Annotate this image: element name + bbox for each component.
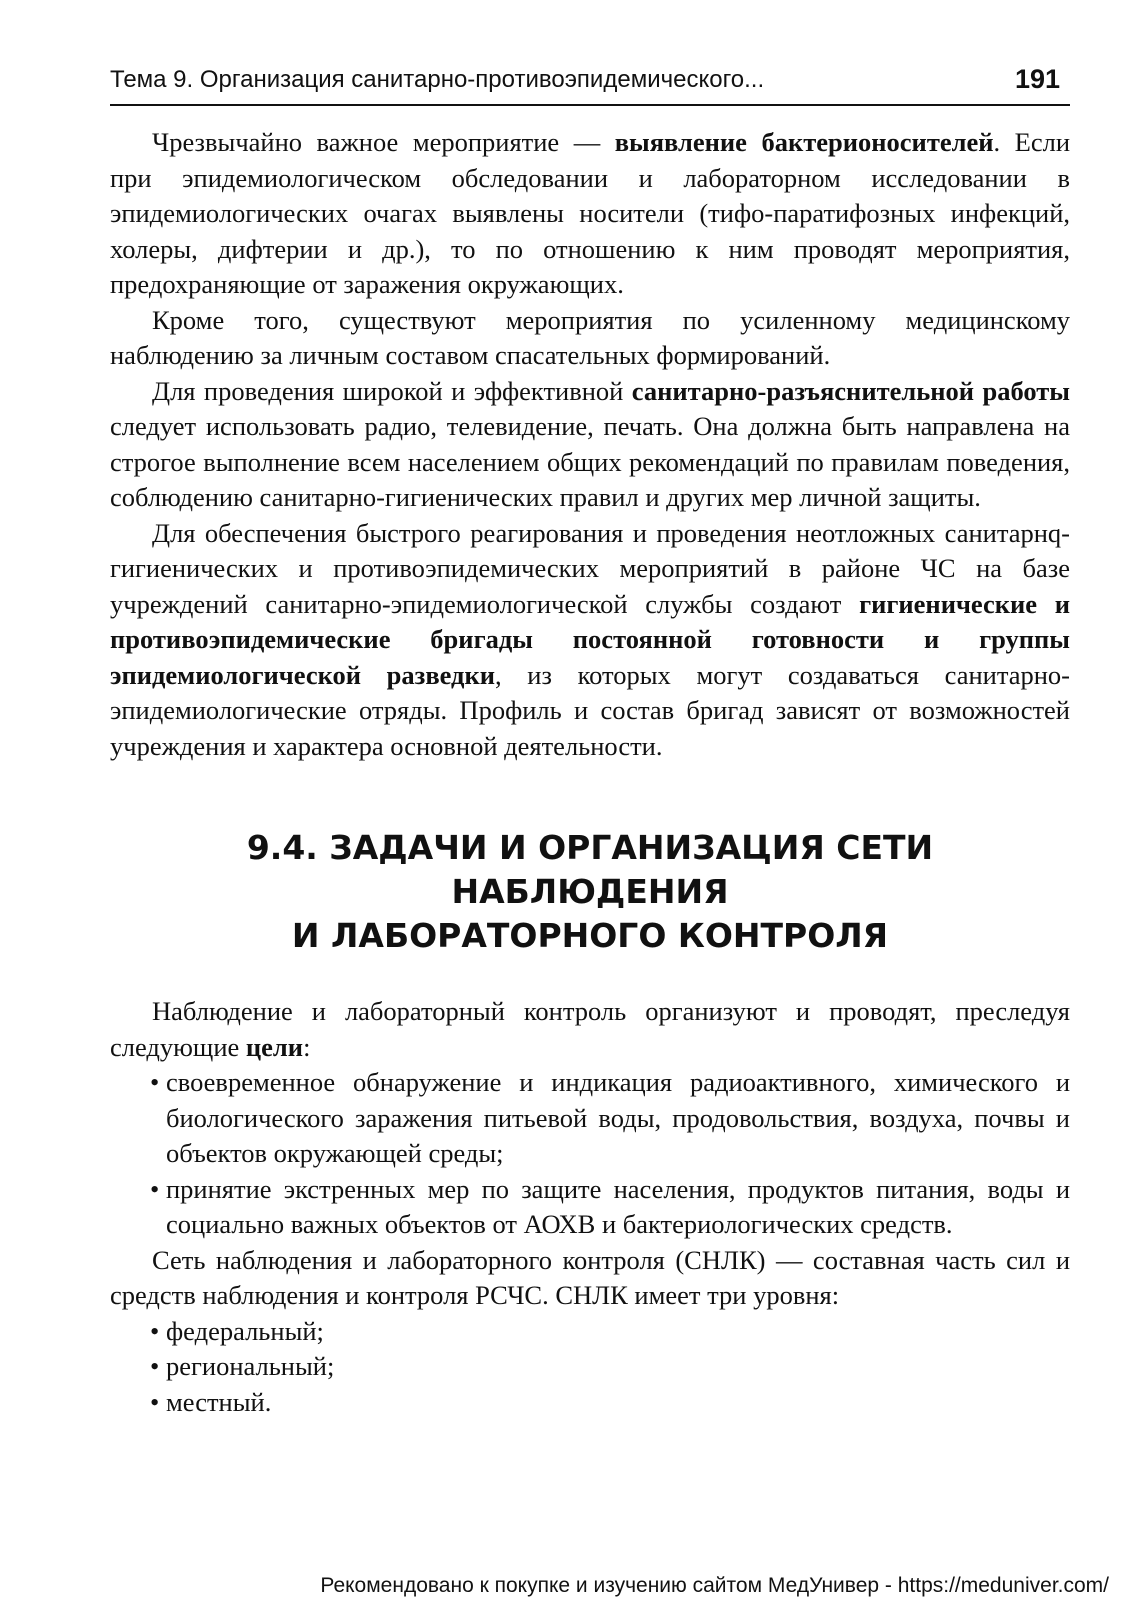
text-run: Для проведения широкой и эффективной: [152, 375, 632, 406]
list-item: • местный.: [110, 1385, 1070, 1421]
list-item: • федеральный;: [110, 1314, 1070, 1350]
list-item: • своевременное обнаружение и индикация радиоактивного, химического и биологического заражения питьевой воды, продовольствия, воздуха, почвы и объектов окружающей среды;: [110, 1065, 1070, 1172]
chapter-title: Тема 9. Организация санитарно-противоэпидемического...: [110, 66, 765, 93]
footer-watermark: Рекомендовано к покупке и изучению сайтом МедУнивер - https://meduniver.com/: [320, 1574, 1109, 1597]
page-body: [110, 125, 1070, 1420]
list-item: • региональный;: [110, 1349, 1070, 1385]
bold-term: санитарно-разъяснительной работы: [631, 375, 1070, 406]
text-run: , из которых могут создаваться санитарно-эпидемиологические отряды. Профиль и состав бригад зависят от возможностей учреждения и характера основной деятельности.: [110, 659, 1070, 761]
list-item: • принятие экстренных мер по защите населения, продуктов питания, воды и социально важных объектов от АОХВ и бактериологических средств.: [110, 1172, 1070, 1243]
bold-term: цели: [245, 1031, 304, 1062]
text-run: следует использовать радио, телевидение, печать. Она должна быть направлена на строгое выполнение всем населением общих рекомендаций по правилам поведения, соблюдению санитарно-гигиенических правил и других мер личной защиты.: [110, 411, 1070, 512]
text-run: :: [303, 1031, 311, 1062]
paragraph-bacteria-carriers: [110, 125, 1070, 303]
section-heading-line: 9.4. ЗАДАЧИ И ОРГАНИЗАЦИЯ СЕТИ НАБЛЮДЕНИЯ: [246, 828, 934, 911]
page-number: 191: [1014, 64, 1060, 94]
text-run: Для обеспечения быстрого реагирования и проведения неотложных санитарнq-гигиенических и противоэпидемических мероприятий в районе ЧС на базе учреждений санитарно-эпидемиологической службы создают: [110, 517, 1070, 619]
levels-list: [110, 1314, 1070, 1421]
paragraph-sanitary-education: [110, 374, 1070, 516]
section-heading: [110, 826, 1070, 958]
text-run: Чрезвычайно важное мероприятие —: [152, 127, 615, 157]
text-run: Наблюдение и лабораторный контроль организуют и проводят, преследуя следующие: [110, 996, 1070, 1062]
paragraph-goals-intro: [110, 994, 1070, 1065]
paragraph-medical-observation: Кроме того, существуют мероприятия по усиленному медицинскому наблюдению за личным составом спасательных формирований.: [110, 304, 1070, 370]
bold-term: выявление бактерионосителей: [614, 127, 994, 157]
section-heading-line: И ЛАБОРАТОРНОГО КОНТРОЛЯ: [291, 916, 889, 955]
paragraph-brigades: [110, 516, 1070, 765]
paragraph-network: Сеть наблюдения и лабораторного контроля (СНЛК) — составная часть сил и средств наблюдения и контроля РСЧС. СНЛК имеет три уровня:: [110, 1244, 1070, 1310]
bold-term: гигиенические и противоэпидемические бригады постоянной готовности и группы эпидемиологической разведки: [110, 588, 1071, 690]
goals-list: [110, 1065, 1070, 1243]
text-run: . Если при эпидемиологическом обследовании и лабораторном исследовании в эпидемиологических очагах выявлены носители (тифо-паратифозных инфекций, холеры, дифтерии и др.), то по отношению к ним проводят мероприятия, предохраняющие от заражения окружающих.: [110, 127, 1070, 299]
running-header: [110, 62, 1070, 106]
